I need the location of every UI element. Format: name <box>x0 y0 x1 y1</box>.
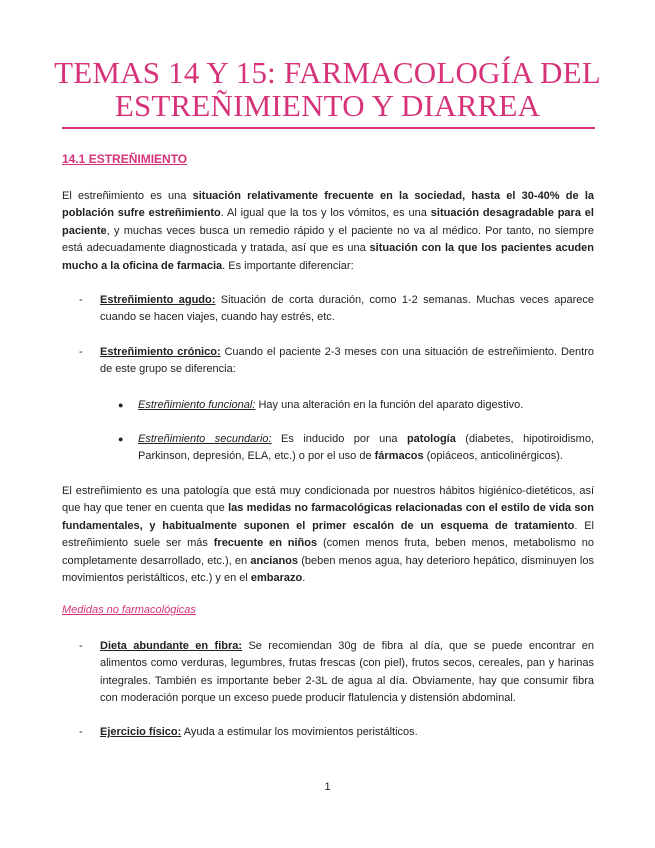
bold-text: fármacos <box>374 450 424 463</box>
text-run: (diabetes, hipotiroidismo, Parkinson, depresión, ELA, etc.) o por el uso de <box>138 433 594 463</box>
text-run: Situación de corta duración, como 1-2 semanas. Muchas veces aparece cuando se hacen viajes, cuando hay estrés, etc. <box>100 294 595 324</box>
item-label: Estreñimiento secundario: <box>138 433 272 445</box>
title-divider <box>62 127 595 129</box>
bold-text: situación desagradable para el paciente <box>62 207 594 237</box>
page-title: TEMAS 14 Y 15: FARMACOLOGÍA DEL ESTREÑIMIENTO Y DIARREA <box>54 55 601 123</box>
text-run: Hay una alteración en la función del aparato digestivo. <box>255 399 524 411</box>
page-number: 1 <box>324 781 331 793</box>
text-run: (comen menos fruta, beben menos, metabolismo no completamente desarrollado, etc.), en <box>62 537 594 567</box>
item-label: Estreñimiento crónico: <box>100 346 221 358</box>
dash-marker: - <box>79 726 83 738</box>
list-item <box>79 638 594 708</box>
text-run: El estreñimiento es una <box>62 190 193 202</box>
dash-marker: - <box>79 294 83 306</box>
text-run: Es inducido por una <box>271 433 407 445</box>
paragraph-habits <box>62 483 594 587</box>
text-run: , y muchas veces busca un remedio rápido y el paciente no va al médico. Por tanto, no siempre está adecuadamente diagnosticada y tratada, así que es una <box>62 224 594 255</box>
text-run: (opiáceos, anticolinérgicos). <box>423 450 563 463</box>
bold-text: ancianos <box>250 554 299 567</box>
text-run: . Al igual que la tos y los vómitos, es una <box>220 207 431 220</box>
bold-text: frecuente en niños <box>213 537 318 550</box>
text-run: El estreñimiento es una patología que está muy condicionada por nuestros hábitos higiénico-dietéticos, así que hay que tener en cuenta que <box>62 485 594 515</box>
item-label: Ejercicio físico: <box>100 726 182 738</box>
text-run: . El estreñimiento suele ser más <box>62 519 594 550</box>
text-run: . <box>302 572 306 585</box>
item-label: Estreñimiento agudo: <box>100 294 216 306</box>
item-label: Estreñimiento funcional: <box>138 399 256 411</box>
bullet-icon: ● <box>118 434 124 444</box>
list-item <box>79 724 594 741</box>
dash-marker: - <box>79 346 83 358</box>
list-item <box>79 344 594 379</box>
bold-text: situación con la que los pacientes acuden mucho a la oficina de farmacia <box>62 242 594 272</box>
text-run: (beben menos agua, hay deterioro hepático, disminuyen los movimientos peristálticos, etc.) y en el <box>62 554 594 585</box>
list-item <box>79 292 595 327</box>
bold-text: patología <box>406 433 456 445</box>
paragraph-intro <box>62 188 594 275</box>
sub-list-item <box>118 397 594 414</box>
bold-text: las medidas no farmacológicas relacionadas con el estilo de vida son fundamentales, y habitualmente suponen el primer escalón de un esquema de tratamiento <box>62 502 594 532</box>
bold-text: embarazo <box>250 572 303 585</box>
section-heading: 14.1 ESTREÑIMIENTO <box>62 152 188 166</box>
bullet-icon: ● <box>118 400 124 410</box>
text-run: . Es importante diferenciar: <box>222 259 354 272</box>
dash-marker: - <box>79 640 83 652</box>
text-run: Se recomiendan 30g de fibra al día, que se puede encontrar en alimentos como verduras, legumbres, frutas frescas (con piel), frutos secos, cereales, pan y harinas integrales. También es importante beber 2-3L de agua al día. Obviamente, hay que consumir fibra con moderación porque un exceso puede producir flatulencia y distensión abdominal. <box>100 640 594 705</box>
text-run: Ayuda a estimular los movimientos peristálticos. <box>181 726 418 738</box>
sub-list-item <box>118 431 594 466</box>
subheading-medidas: Medidas no farmacológicas <box>62 604 196 616</box>
text-run: Cuando el paciente 2-3 meses con una situación de estreñimiento. Dentro de este grupo se diferencia: <box>100 346 594 376</box>
bold-text: situación relativamente frecuente en la sociedad, hasta el 30-40% de la población sufre estreñimiento <box>62 190 595 220</box>
item-label: Dieta abundante en fibra: <box>100 640 243 652</box>
